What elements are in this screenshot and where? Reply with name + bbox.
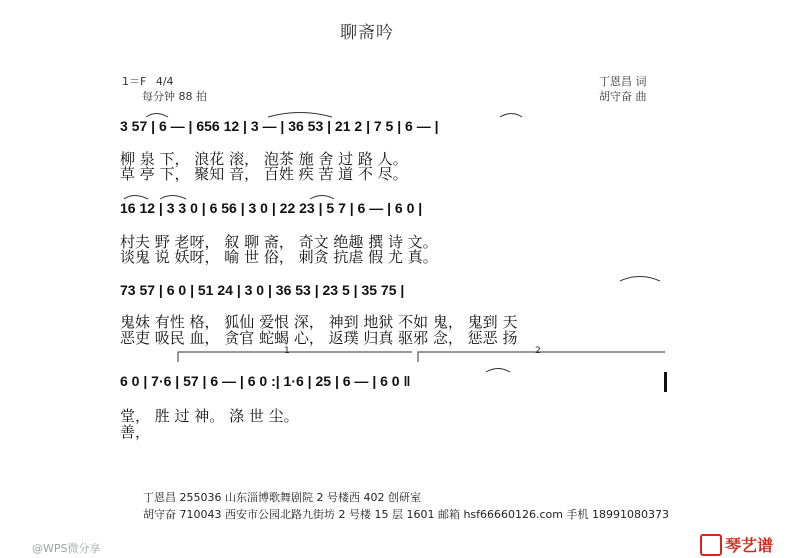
lyric-line-1a: 柳 泉 下， 浪花 滚， 泡茶 施 舍 过 路 人。 (120, 150, 408, 168)
slur (160, 196, 186, 200)
song-title: 聊斋吟 (340, 23, 394, 43)
slur (124, 196, 148, 200)
tempo-marking: 每分钟 88 拍 (142, 90, 207, 103)
volta-2-label: 2 (535, 346, 541, 356)
notation-line-3: 73 57 | 6 0 | 51 24 | 3 0 | 36 53 | 23 5 | 35 75 | (120, 282, 405, 298)
watermark-text: @WPS微分享 (32, 542, 101, 555)
notation-line-1: 3 57 | 6 — | 656 12 | 3 — | 36 53 | 21 2 | 7 5 | 6 — | (120, 118, 439, 134)
brand-logo (700, 533, 773, 558)
slur (268, 113, 332, 118)
volta-1-label: 1 (284, 346, 290, 356)
lyric-line-3b: 恶吏 吸民 血， 贪官 蛇蝎 心， 返璞 归真 驱邪 念， 惩恶 扬 (120, 329, 518, 347)
notation-line-2: 16 12 | 3 3 0 | 6 56 | 3 0 | 22 23 | 5 7 | 6 — | 6 0 | (120, 200, 423, 216)
slur (620, 277, 660, 282)
key-label: 1＝F (122, 75, 147, 88)
contact-line-2: 胡守奋 710043 西安市公园北路九街坊 2 号楼 15 层 1601 邮箱 hsf66660126.com 手机 18991080373 (143, 508, 669, 521)
lyric-line-4a: 堂， 胜 过 神。 涤 世 尘。 (120, 407, 299, 425)
contact-line-1: 丁恩昌 255036 山东淄博歌舞剧院 2 号楼西 402 创研室 (143, 491, 421, 504)
final-barline (664, 372, 667, 392)
slur (500, 114, 522, 118)
lyric-line-4b: 善， (120, 423, 151, 441)
lyricist-credit: 丁恩昌 词 (599, 75, 647, 88)
slur (146, 114, 168, 118)
brand-icon (700, 534, 722, 556)
lyric-line-1b: 草 亭 下， 聚知 音， 百姓 疾 苦 道 不 尽。 (120, 165, 408, 183)
lyric-line-2b: 谈鬼 说 妖呀， 喻 世 俗， 刺贪 抗虐 假 尤 真。 (120, 248, 438, 266)
brand-name: 琴艺谱 (725, 536, 774, 555)
slur (486, 369, 510, 373)
slur (310, 196, 334, 200)
lyric-line-3a: 鬼妹 有性 格， 狐仙 爱恨 深， 神到 地狱 不如 鬼， 鬼到 天 (120, 313, 518, 331)
composer-credit: 胡守奋 曲 (599, 90, 647, 103)
volta-1-bracket (178, 352, 412, 362)
lyric-line-2a: 村夫 野 老呀， 叙 聊 斋， 奇文 绝趣 撰 诗 文。 (120, 233, 438, 251)
volta-2-bracket (418, 352, 665, 362)
notation-line-4: 6 0 | 7·6 | 57 | 6 — | 6 0 :| 1·6 | 25 | 6 — | 6 0 ‖ (120, 373, 411, 389)
time-signature: 4/4 (155, 75, 174, 88)
